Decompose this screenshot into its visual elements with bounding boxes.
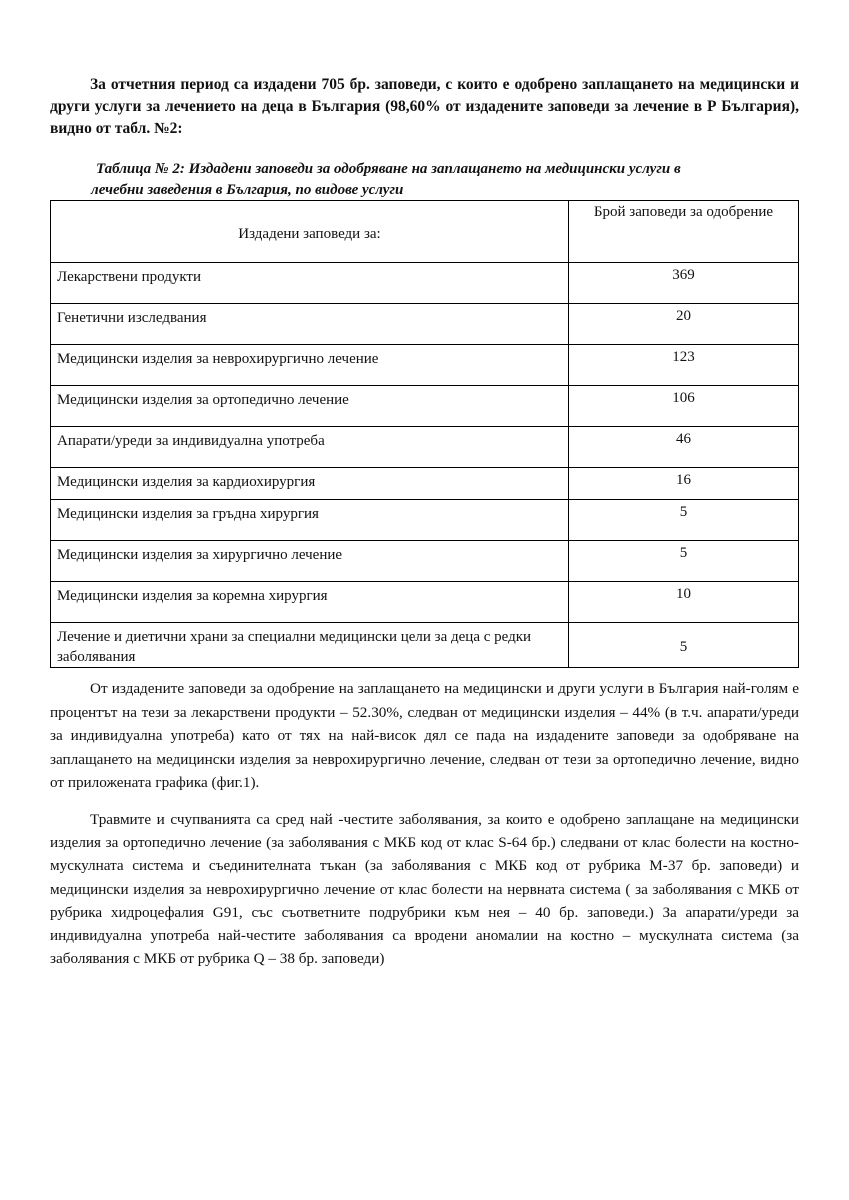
table-row xyxy=(51,500,799,541)
header-orders-for: Издадени заповеди за: xyxy=(51,201,569,263)
row-label: Лекарствени продукти xyxy=(51,263,569,304)
table-caption-line1: Таблица № 2: Издадени заповеди за одобряване на заплащането на медицински услуги в xyxy=(96,161,681,177)
table-row xyxy=(51,541,799,582)
row-label: Медицински изделия за коремна хирургия xyxy=(51,582,569,623)
row-value: 123 xyxy=(569,345,799,386)
row-value: 5 xyxy=(569,500,799,541)
table-row xyxy=(51,623,799,668)
body-paragraph-1: От издадените заповеди за одобрение на заплащането на медицински и други услуги в България най-голям е процентът на тези за лекарствени продукти – 52.30%, следван от медицински изделия – 44% (в т.ч. апарати/уреди за индивидуална употреба) като от тях на най-висок дял се пада на издадените заповеди за одобряване на заплащането на медицински изделия за неврохирургично лечение, следван от тези за ортопедично лечение, видно от приложената графика (фиг.1). xyxy=(50,680,799,791)
table-row xyxy=(51,304,799,345)
row-value: 106 xyxy=(569,386,799,427)
table-row xyxy=(51,427,799,468)
row-value: 5 xyxy=(569,541,799,582)
table-row xyxy=(51,582,799,623)
row-value: 5 xyxy=(569,623,799,668)
row-value: 46 xyxy=(569,427,799,468)
row-value: 20 xyxy=(569,304,799,345)
row-label: Медицински изделия за кардиохирургия xyxy=(51,468,569,500)
intro-paragraph: За отчетния период са издадени 705 бр. заповеди, с които е одобрено заплащането на медицински и други услуги за лечението на деца в България (98,60% от издадените заповеди за лечение в Р България), видно от табл. №2: xyxy=(50,76,799,137)
table-row xyxy=(51,345,799,386)
header-order-count: Брой заповеди за одобрение xyxy=(569,201,799,263)
orders-table xyxy=(50,200,799,668)
table-caption xyxy=(91,159,796,201)
table-header-row xyxy=(51,201,799,263)
table-row xyxy=(51,386,799,427)
row-label: Медицински изделия за неврохирургично лечение xyxy=(51,345,569,386)
row-label: Медицински изделия за хирургично лечение xyxy=(51,541,569,582)
table-row xyxy=(51,263,799,304)
table-row xyxy=(51,468,799,500)
table-caption-line2: лечебни заведения в България, по видове услуги xyxy=(91,182,404,198)
row-label: Медицински изделия за ортопедично лечение xyxy=(51,386,569,427)
row-value: 16 xyxy=(569,468,799,500)
body-paragraph-2: Травмите и счупванията са сред най -честите заболявания, за които е одобрено заплащане на медицински изделия за ортопедично лечение (за заболявания с МКБ код от клас S-64 бр.) следвани от клас болести на костно-мускулната система и съединителната тъкан (за заболявания с МКБ код от рубрика М-37 бр. заповеди) и медицински изделия за неврохирургично лечение от клас болести на нервната система ( за заболявания с МКБ от рубрика хидроцефалия G91, със съответните подрубрики към нея – 40 бр. заповеди.) За апарати/уреди за индивидуална употреба най-честите заболявания са вродени аномалии на костно – мускулната система (за заболявания с МКБ от рубрика Q – 38 бр. заповеди) xyxy=(50,811,799,968)
row-label: Лечение и диетични храни за специални медицински цели за деца с редки заболявания xyxy=(51,623,569,668)
row-label: Медицински изделия за гръдна хирургия xyxy=(51,500,569,541)
row-label: Апарати/уреди за индивидуална употреба xyxy=(51,427,569,468)
row-label: Генетични изследвания xyxy=(51,304,569,345)
row-value: 10 xyxy=(569,582,799,623)
row-value: 369 xyxy=(569,263,799,304)
